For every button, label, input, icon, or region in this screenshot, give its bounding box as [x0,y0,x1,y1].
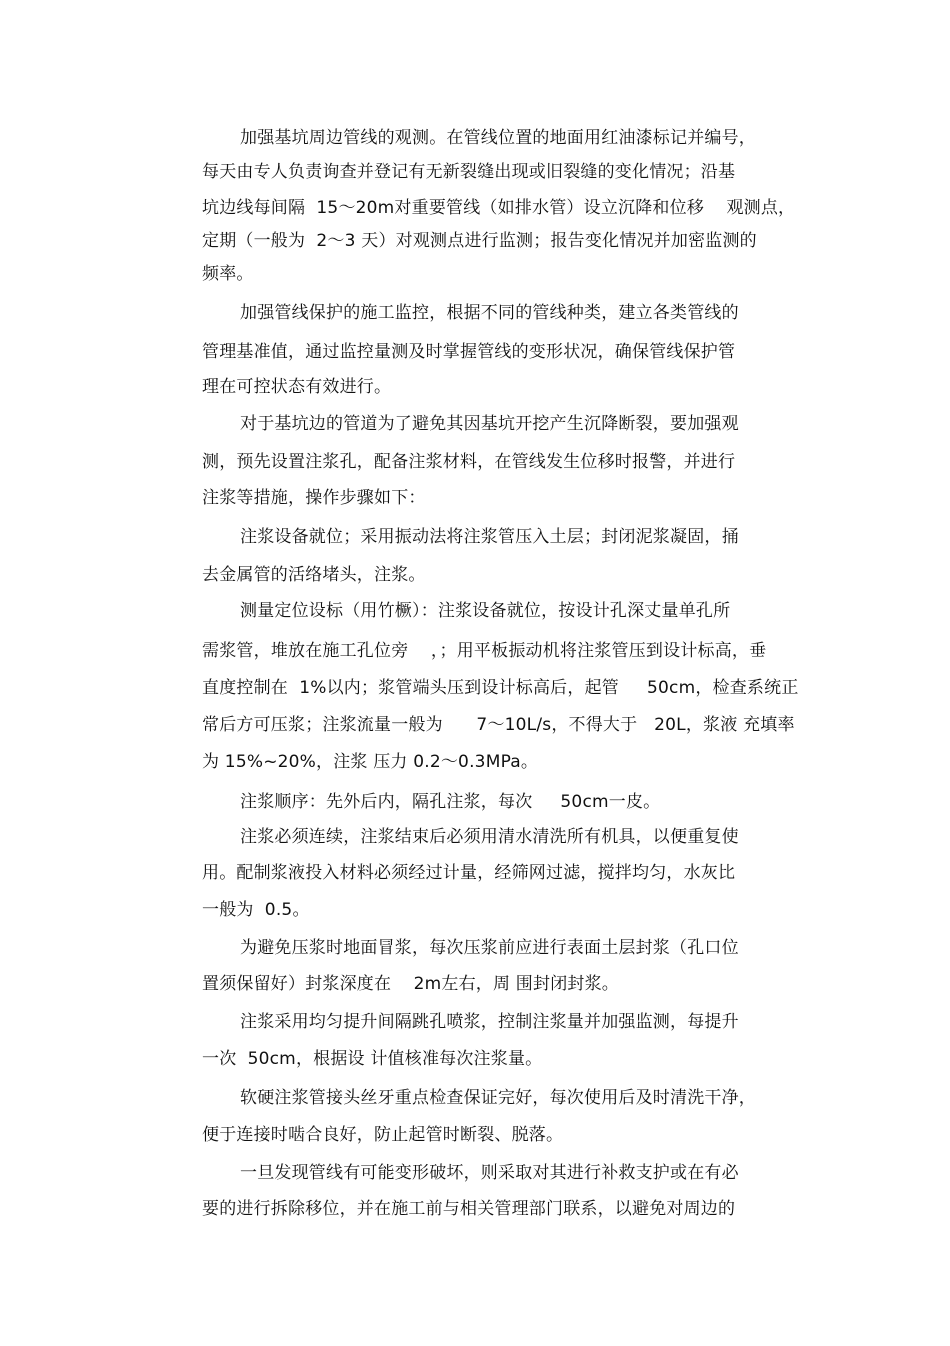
text-line: 测，预先设置注浆孔，配备注浆材料，在管线发生位移时报警，并进行 [202,452,736,472]
text-line: 频率。 [202,264,254,284]
text-line: 要的进行拆除移位，并在施工前与相关管理部门联系，以避免对周边的 [202,1199,736,1219]
text-line: 常后方可压浆；注浆流量一般为 7～10L/s，不得大于 20L，浆液 充填率 [202,715,795,735]
text-line: 加强管线保护的施工监控，根据不同的管线种类，建立各类管线的 [240,303,739,323]
text-line: 去金属管的活络堵头，注浆。 [202,565,426,585]
text-line: 为 15%~20%，注浆 压力 0.2～0.3MPa。 [202,752,539,772]
text-line: 注浆必须连续，注浆结束后必须用清水清洗所有机具，以便重复使 [240,827,739,847]
text-line: 注浆顺序：先外后内，隔孔注浆，每次 50cm一皮。 [240,792,661,812]
text-line: 每天由专人负责询查并登记有无新裂缝出现或旧裂缝的变化情况；沿基 [202,162,736,182]
text-line: 坑边线每间隔 15～20m对重要管线（如排水管）设立沉降和位移 观测点， [202,198,796,218]
text-line: 理在可控状态有效进行。 [202,377,392,397]
text-line: 管理基准值，通过监控量测及时掌握管线的变形状况，确保管线保护管 [202,342,736,362]
text-line: 注浆采用均匀提升间隔跳孔喷浆，控制注浆量并加强监测，每提升 [240,1012,739,1032]
text-line: 便于连接时啮合良好，防止起管时断裂、脱落。 [202,1125,564,1145]
text-line: 一般为 0.5。 [202,900,310,920]
text-line: 软硬注浆管接头丝牙重点检查保证完好，每次使用后及时清洗干净， [240,1088,756,1108]
text-line: 直度控制在 1%以内；浆管端头压到设计标高后，起管 50cm，检查系统正 [202,678,799,698]
text-line: 定期（一般为 2～3 天）对观测点进行监测；报告变化情况并加密监测的 [202,231,757,251]
text-line: 为避免压浆时地面冒浆，每次压浆前应进行表面土层封浆（孔口位 [240,938,739,958]
text-line: 加强基坑周边管线的观测。在管线位置的地面用红油漆标记并编号， [240,128,756,148]
text-line: 测量定位设标（用竹橛）：注浆设备就位，按设计孔深丈量单孔所 [240,601,731,621]
text-line: 用。配制浆液投入材料必须经过计量，经筛网过滤，搅拌均匀，水灰比 [202,863,736,883]
text-line: 一次 50cm，根据设 计值核准每次注浆量。 [202,1049,543,1069]
text-line: 对于基坑边的管道为了避免其因基坑开挖产生沉降断裂，要加强观 [240,414,739,434]
text-line: 置须保留好）封浆深度在 2m左右，周 围封闭封浆。 [202,974,619,994]
text-line: 注浆等措施，操作步骤如下： [202,488,426,508]
text-line: 需浆管，堆放在施工孔位旁 ，；用平板振动机将注浆管压到设计标高，垂 [202,641,767,661]
text-line: 一旦发现管线有可能变形破坏，则采取对其进行补救支护或在有必 [240,1163,739,1183]
text-line: 注浆设备就位；采用振动法将注浆管压入土层；封闭泥浆凝固，捅 [240,527,739,547]
